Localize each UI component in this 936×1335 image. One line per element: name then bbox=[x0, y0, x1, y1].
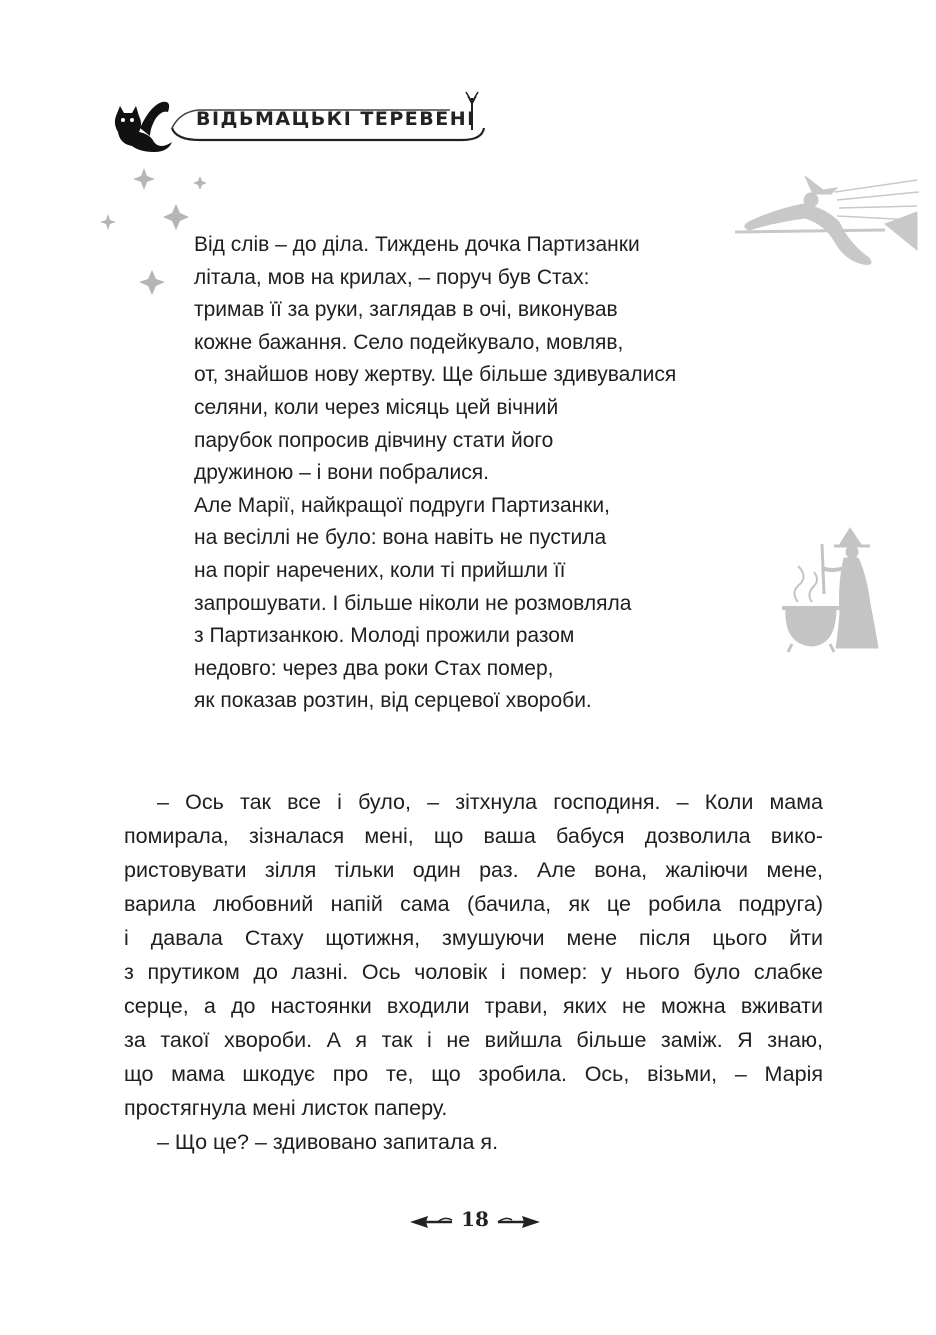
text-line: і давала Стаху щотижня, змушуючи мене після цього йти bbox=[124, 926, 823, 950]
text-line: що мама шкодує про те, що зробила. Ось, візьми, – Марія bbox=[124, 1062, 823, 1086]
body-text bbox=[124, 785, 823, 1159]
inset-line: як показав розтин, від серцевої хвороби. bbox=[194, 689, 592, 713]
inset-line: кожне бажання. Село подейкувало, мовляв, bbox=[194, 330, 624, 354]
running-header-title: ВІДЬМАЦЬКІ ТЕРЕВЕНІ bbox=[196, 108, 476, 130]
page-footer bbox=[408, 1204, 540, 1238]
text-line: простягнула мені листок паперу. bbox=[124, 1096, 448, 1120]
text-line: – Що це? – здивовано запитала я. bbox=[157, 1130, 499, 1154]
text-line: серце, а до настоянки входили трави, яких не можна вживати bbox=[124, 994, 823, 1018]
inset-line: на весіллі не було: вона навіть не пустила bbox=[194, 526, 607, 550]
inset-line: парубок попросив дівчину стати його bbox=[194, 428, 554, 452]
inset-line: дружиною – і вони побралися. bbox=[194, 461, 489, 485]
page-number: 18 bbox=[461, 1207, 489, 1231]
inset-line: Від слів – до діла. Тиждень дочка Партизанки bbox=[194, 233, 640, 256]
paragraph bbox=[124, 1125, 823, 1159]
inset-line: от, знайшов нову жертву. Ще більше здивувалися bbox=[194, 363, 677, 387]
inset-story-text bbox=[194, 229, 774, 718]
inset-line: недовго: через два роки Стах помер, bbox=[194, 656, 554, 680]
inset-line: з Партизанкою. Молоді прожили разом bbox=[194, 624, 575, 648]
text-line: варила любовний напій сама (бачила, як це робила подруга) bbox=[124, 892, 823, 916]
paragraph bbox=[124, 785, 823, 1125]
broom-right-icon bbox=[496, 1212, 542, 1232]
inset-line: запрошувати. І більше ніколи не розмовляла bbox=[194, 591, 632, 615]
witch-cauldron-icon bbox=[778, 524, 888, 654]
inset-line: на поріг наречених, коли ті прийшли її bbox=[194, 558, 566, 582]
text-line: ристовувати зілля тільки один раз. Але вона, жаліючи мене, bbox=[124, 858, 823, 882]
inset-line: Але Марії, найкращої подруги Партизанки, bbox=[194, 493, 610, 517]
inset-line: літала, мов на крилах, – поруч був Стах: bbox=[194, 265, 590, 289]
inset-line: тримав її за руки, заглядав в очі, виконував bbox=[194, 298, 618, 322]
inset-line: селяни, коли через місяць цей вічний bbox=[194, 395, 559, 419]
broom-left-icon bbox=[408, 1212, 454, 1232]
text-line: з прутиком до лазні. Ось чоловік і помер: у нього було слабке bbox=[124, 960, 823, 984]
running-header bbox=[110, 88, 510, 158]
text-line: за такої хвороби. А я так і не вийшла більше заміж. Я знаю, bbox=[124, 1028, 823, 1052]
black-cat-icon bbox=[115, 102, 172, 152]
text-line: – Ось так все і було, – зітхнула господиня. – Коли мама bbox=[157, 790, 823, 814]
sparkle-star-icon bbox=[96, 160, 206, 300]
text-line: помирала, зізналася мені, що ваша бабуся дозволила вико- bbox=[124, 824, 823, 848]
